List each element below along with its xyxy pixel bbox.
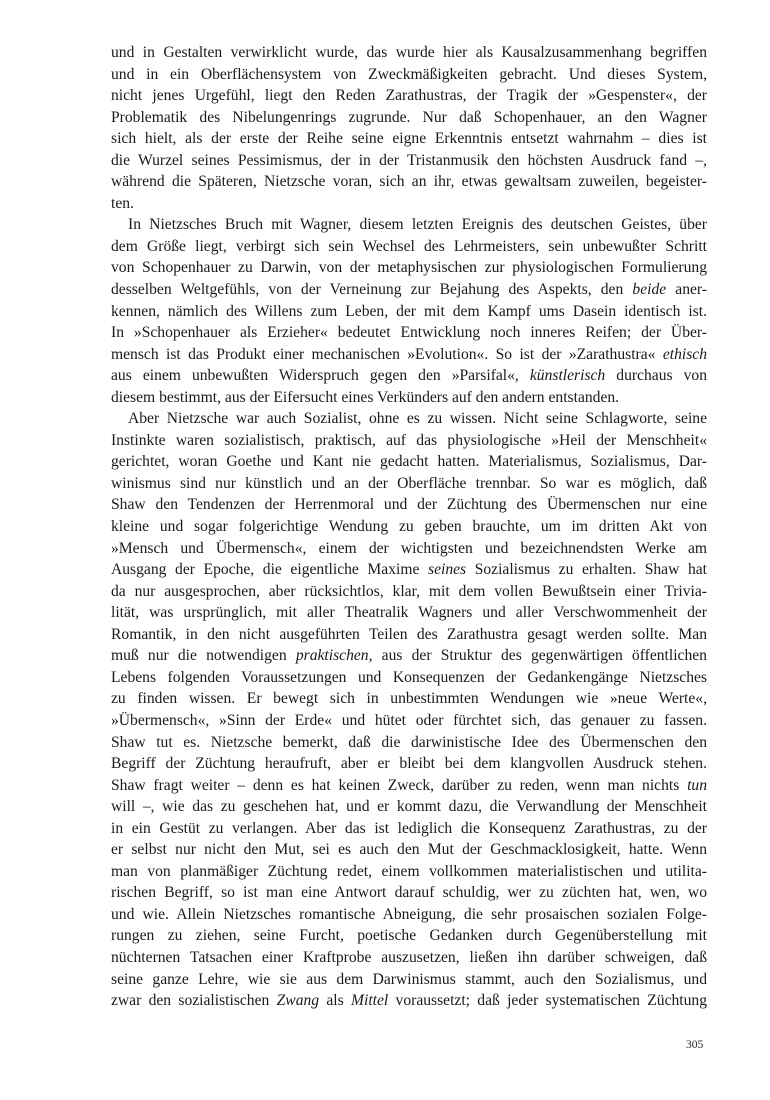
text-segment: und in ein Oberflächensystem von Zweckmäßigkeiten gebracht. Und dieses System, [111, 65, 707, 83]
text-segment: winismus sind nur künstlich und an der Oberfläche trennbar. So war es möglich, daß [111, 474, 707, 492]
text-line [111, 969, 707, 991]
text-line [111, 430, 707, 452]
text-segment: Lebens folgenden Voraussetzungen und Konsequenzen der Gedankengänge Nietzsches [111, 668, 707, 686]
italic-text-segment: praktischen, [295, 647, 373, 665]
text-line [111, 64, 707, 86]
text-line [111, 710, 707, 732]
text-segment: man von planmäßiger Züchtung redet, einem vollkommen materialistischen und utilita- [111, 862, 707, 880]
text-segment: in ein Gestüt zu verlangen. Aber das ist lediglich die Konsequenz Zarathustras, zu der [111, 819, 707, 837]
text-segment: die Wurzel seines Pessimismus, der in der Tristanmusik den höchsten Ausdruck fand –, [111, 151, 707, 169]
text-line [111, 818, 707, 840]
text-segment: rungen zu ziehen, seine Furcht, poetische Gedanken durch Gegenüberstellung mit [111, 927, 707, 945]
text-line [111, 279, 707, 301]
text-segment: Shaw fragt weiter – denn es hat keinen Zweck, darüber zu reden, wenn man nichts [111, 776, 688, 794]
text-segment: will –, wie das zu geschehen hat, und er kommt dazu, die Verwandlung der Menschheit [111, 798, 707, 816]
text-segment: aus einem unbewußten Widerspruch gegen den »Parsifal«, [111, 367, 530, 385]
text-line [111, 688, 707, 710]
text-segment: voraussetzt; daß jeder systematischen Züchtung [388, 992, 708, 1010]
text-line [111, 775, 707, 797]
text-line [111, 344, 707, 366]
text-segment: In Nietzsches Bruch mit Wagner, diesem letzten Ereignis des deutschen Geistes, über [128, 216, 707, 234]
text-segment: In »Schopenhauer als Erzieher« bedeutet Entwicklung noch inneres Reifen; der Über- [111, 324, 707, 342]
text-segment: Begriff der Züchtung heraufruft, aber er bleibt bei dem klangvollen Ausdruck stehen. [111, 755, 707, 773]
text-line [111, 494, 707, 516]
text-line [111, 150, 707, 172]
text-segment: Shaw den Tendenzen der Herrenmoral und der Züchtung des Übermenschen nur eine [111, 496, 707, 514]
text-segment: nicht jenes Urgefühl, liegt den Reden Zarathustras, der Tragik der »Gespenster«, der [111, 87, 707, 105]
text-line [111, 861, 707, 883]
text-line [111, 624, 707, 646]
text-line [111, 408, 707, 430]
text-segment: kleine und sogar folgerichtige Wendung zu geben brauchte, um im dritten Akt von [111, 518, 707, 536]
italic-text-segment: tun [687, 776, 707, 794]
text-segment: und wie. Allein Nietzsches romantische Abneigung, die sehr prosaischen sozialen Folge- [111, 905, 707, 923]
text-segment: er selbst nur nicht den Mut, sei es auch den Mut der Geschmacklosigkeit, hatte. Wenn [111, 841, 707, 859]
text-line [111, 387, 707, 409]
text-segment: Ausgang der Epoche, die eigentliche Maxime [111, 561, 428, 579]
text-line [111, 42, 707, 64]
text-segment: lität, was ursprünglich, mit aller Theatralik Wagners und aller Verschwommenheit der [111, 604, 707, 622]
text-line [111, 85, 707, 107]
text-line [111, 796, 707, 818]
page-number: 305 [686, 1039, 704, 1051]
text-segment: seine ganze Lehre, wie sie aus dem Darwinismus stammt, auch den Sozialismus, und [111, 970, 707, 988]
italic-text-segment: seines [428, 561, 467, 579]
text-segment: Romantik, in den nicht ausgeführten Teilen des Zarathustra gesagt werden sollte. Man [111, 625, 707, 643]
text-line [111, 451, 707, 473]
text-line [111, 214, 707, 236]
text-line [111, 301, 707, 323]
text-segment: von Schopenhauer zu Darwin, von der metaphysischen zur physiologischen Formulierung [111, 259, 707, 277]
text-line [111, 602, 707, 624]
text-line [111, 839, 707, 861]
text-segment: Aber Nietzsche war auch Sozialist, ohne es zu wissen. Nicht seine Schlagworte, seine [128, 410, 707, 428]
text-segment: diesem bestimmt, aus der Eifersucht eines Verkünders auf den andern entstanden. [111, 388, 620, 406]
text-line [111, 322, 707, 344]
text-line [111, 171, 707, 193]
text-line [111, 107, 707, 129]
text-segment: nüchternen Tatsachen einer Kraftprobe auszusetzen, ließen ihn darüber schweigen, daß [111, 948, 707, 966]
text-segment: Instinkte waren sozialistisch, praktisch, auf das physiologische »Heil der Menschheit« [111, 431, 707, 449]
text-segment: als [319, 992, 351, 1010]
text-segment: Problematik des Nibelungenrings zugrunde. Nur daß Schopenhauer, an den Wagner [111, 108, 707, 126]
text-segment: dem Größe liegt, verbirgt sich sein Wechsel des Lehrmeisters, sein unbewußter Schritt [111, 237, 707, 255]
text-line [111, 193, 707, 215]
text-line [111, 904, 707, 926]
italic-text-segment: beide [632, 281, 667, 299]
body-text [111, 42, 707, 1012]
text-segment: während die Späteren, Nietzsche voran, sich an ihr, etwas gewaltsam zuweilen, begeister- [111, 173, 707, 191]
text-line [111, 990, 707, 1012]
text-segment: sich hielt, als der erste der Reihe seine eigne Erkenntnis entsetzt wahrnahm – dies ist [111, 130, 707, 148]
text-segment: aus der Struktur des gegenwärtigen öffentlichen [372, 647, 707, 665]
text-segment: rischen Begriff, so ist man eine Antwort darauf schuldig, wer zu züchten hat, wen, wo [111, 884, 707, 902]
text-line [111, 753, 707, 775]
text-line [111, 667, 707, 689]
italic-text-segment: ethisch [662, 345, 707, 363]
text-segment: desselben Weltgefühls, von der Verneinung zur Bejahung des Aspekts, den [111, 281, 633, 299]
text-line [111, 645, 707, 667]
text-line [111, 581, 707, 603]
text-segment: muß nur die notwendigen [111, 647, 296, 665]
text-segment: »Mensch und Übermensch«, einem der wichtigsten und bezeichnendsten Werke am [111, 539, 707, 557]
text-line [111, 516, 707, 538]
text-line [111, 947, 707, 969]
text-segment: mensch ist das Produkt einer mechanischen »Evolution«. So ist der »Zarathustra« [111, 345, 663, 363]
text-line [111, 538, 707, 560]
text-line [111, 257, 707, 279]
text-line [111, 559, 707, 581]
text-line [111, 925, 707, 947]
text-segment: durchaus von [605, 367, 707, 385]
text-line [111, 128, 707, 150]
text-segment: Sozialismus zu erhalten. Shaw hat [466, 561, 707, 579]
text-segment: gerichtet, woran Goethe und Kant nie gedacht hatten. Materialismus, Sozialismus, Dar- [111, 453, 707, 471]
text-line [111, 473, 707, 495]
text-segment: und in Gestalten verwirklicht wurde, das wurde hier als Kausalzusammenhang begriffen [111, 44, 707, 61]
text-segment: »Übermensch«, »Sinn der Erde« und hütet oder fürchtet sich, das genauer zu fassen. [111, 711, 707, 729]
text-segment: aner- [666, 281, 707, 299]
italic-text-segment: Zwang [276, 992, 320, 1010]
text-segment: zu finden wissen. Er bewegt sich in unbestimmten Wendungen wie »neue Werte«, [111, 690, 707, 708]
text-line [111, 236, 707, 258]
text-line [111, 882, 707, 904]
text-segment: zwar den sozialistischen [111, 992, 277, 1010]
text-line [111, 732, 707, 754]
text-segment: Shaw tut es. Nietzsche bemerkt, daß die darwinistische Idee des Übermenschen den [111, 733, 707, 751]
text-line [111, 365, 707, 387]
text-segment: kennen, nämlich des Willens zum Leben, der mit dem Kampf ums Dasein identisch ist. [111, 302, 707, 320]
text-segment: da nur ausgesprochen, aber rücksichtlos, klar, mit dem vollen Bewußtsein einer Trivia- [111, 582, 707, 600]
italic-text-segment: künstlerisch [529, 367, 606, 385]
italic-text-segment: Mittel [351, 992, 389, 1010]
text-segment: ten. [111, 194, 134, 212]
